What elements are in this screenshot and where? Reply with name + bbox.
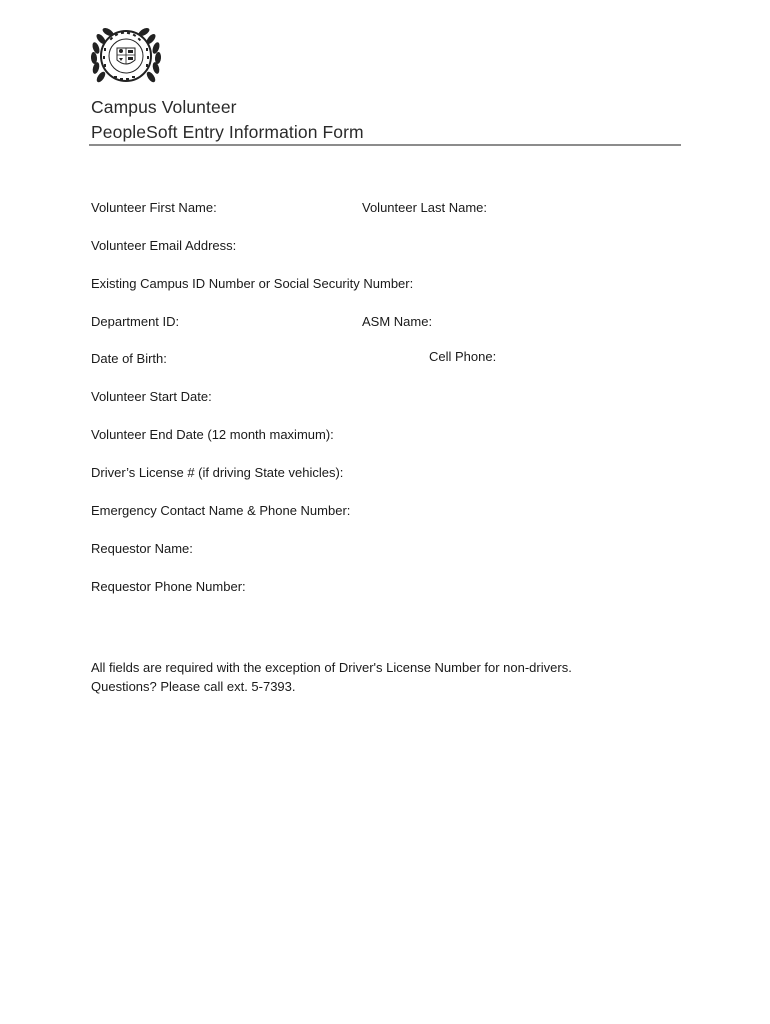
- drivers-license-label: Driver’s License # (if driving State vehicles):: [91, 465, 344, 480]
- form-title-line-2: PeopleSoft Entry Information Form: [91, 122, 364, 142]
- title-divider: [89, 144, 681, 146]
- emergency-contact-label: Emergency Contact Name & Phone Number:: [91, 503, 351, 518]
- first-name-label: Volunteer First Name:: [91, 200, 217, 215]
- asm-name-label: ASM Name:: [362, 314, 433, 329]
- cell-phone-label: Cell Phone:: [429, 349, 497, 364]
- date-of-birth-label: Date of Birth:: [91, 351, 167, 366]
- requestor-name-label: Requestor Name:: [91, 541, 193, 556]
- footer-note: All fields are required with the exception of Driver's License Number for non-drivers. Questions? Please call ext. 5-7393.: [91, 660, 572, 694]
- end-date-label: Volunteer End Date (12 month maximum):: [91, 427, 334, 442]
- form-title-line-1: Campus Volunteer: [91, 97, 237, 117]
- university-seal-icon: [88, 18, 164, 92]
- email-label: Volunteer Email Address:: [91, 238, 237, 253]
- department-id-label: Department ID:: [91, 314, 180, 329]
- start-date-label: Volunteer Start Date:: [91, 389, 212, 404]
- form-title: [91, 95, 681, 145]
- requestor-phone-label: Requestor Phone Number:: [91, 579, 246, 594]
- last-name-label: Volunteer Last Name:: [362, 200, 488, 215]
- campus-id-label: Existing Campus ID Number or Social Security Number:: [91, 276, 414, 291]
